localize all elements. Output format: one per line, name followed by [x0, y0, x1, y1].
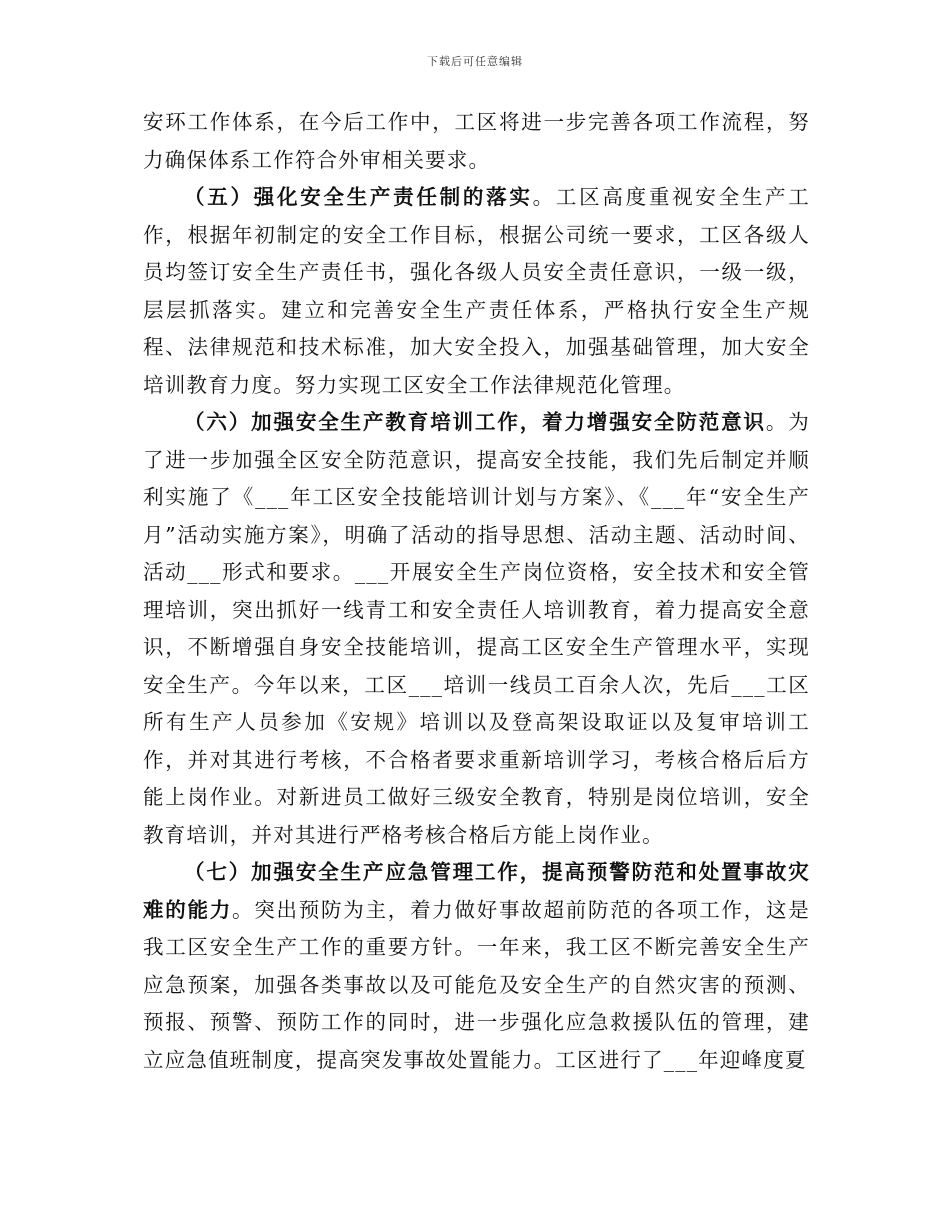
- paragraph-text: 。工区高度重视安全生产工作，根据年初制定的安全工作目标，根据公司统一要求，工区各级人员均签订安全生产责任书，强化各级人员安全责任意识，一级一级，层层抓落实。建立和完善安全生产责任体系，严格执行安全生产规程、法律规范和技术标准，加大安全投入，加强基础管理，加大安全培训教育力度。努力实现工区安全工作法律规范化管理。: [143, 185, 811, 397]
- paragraph-section-6: [143, 404, 810, 854]
- paragraph-text: 安环工作体系，在今后工作中，工区将进一步完善各项工作流程，努力确保体系工作符合外审相关要求。: [143, 110, 810, 172]
- document-body: [143, 104, 810, 1079]
- paragraph-text: 。突出预防为主，着力做好事故超前防范的各项工作，这是我工区安全生产工作的重要方针。一年来，我工区不断完善安全生产应急预案，加强各类事故以及可能危及安全生产的自然灾害的预测、预报、预警、预防工作的同时，进一步强化应急救援队伍的管理，建立应急值班制度，提高突发事故处置能力。工区进行了___年迎峰度夏: [143, 897, 810, 1072]
- paragraph-section-5: [143, 179, 810, 404]
- section-heading: （五）强化安全生产责任制的落实: [184, 185, 533, 209]
- section-heading: （六）加强安全生产教育培训工作，着力增强安全防范意识: [184, 410, 766, 434]
- paragraph-continuation: [143, 104, 810, 179]
- paragraph-text: 。为了进一步加强全区安全防范意识，提高安全技能，我们先后制定并顺利实施了《___年工区安全技能培训计划与方案》、《___年“安全生产月”活动实施方案》，明确了活动的指导思想、活动主题、活动时间、活动___形式和要求。___开展安全生产岗位资格，安全技术和安全管理培训，突出抓好一线青工和安全责任人培训教育，着力提高安全意识，不断增强自身安全技能培训，提高工区安全生产管理水平，实现安全生产。今年以来，工区___培训一线员工百余人次，先后___工区所有生产人员参加《安规》培训以及登高架设取证以及复审培训工作，并对其进行考核，不合格者要求重新培训学习，考核合格后后方能上岗作业。对新进员工做好三级安全教育，特别是岗位培训，安全教育培训，并对其进行严格考核合格后方能上岗作业。: [143, 410, 811, 847]
- paragraph-section-7: [143, 854, 810, 1079]
- page-header: 下载后可任意编辑: [427, 55, 523, 68]
- section-heading: （七）加强安全生产应急管理工作，提高预警防范和处置事故灾难的能力: [143, 860, 810, 922]
